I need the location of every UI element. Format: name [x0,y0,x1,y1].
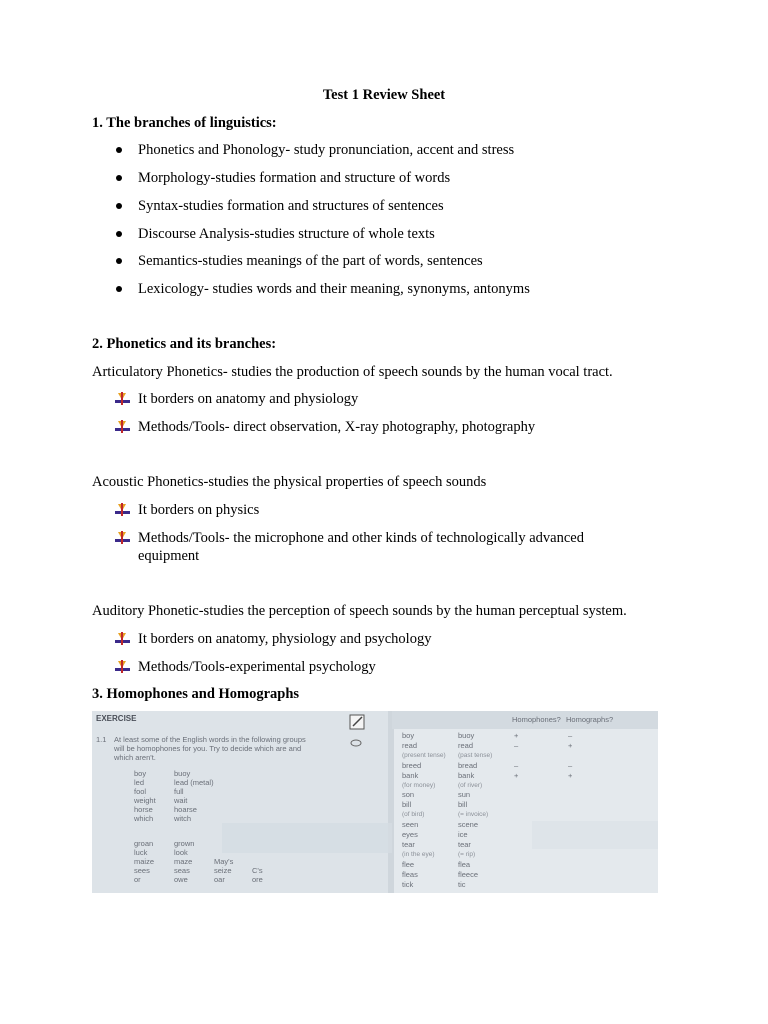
bullet-icon [116,286,122,292]
table-mark: – [514,760,519,770]
list-item: Lexicology- studies words and their meaning, synonyms, antonyms [138,281,530,297]
word: maze [174,857,193,866]
arrow-bullet-icon [115,392,130,405]
table-word: bread [458,760,478,770]
table-word: seen [402,820,419,830]
arrow-bullet-icon [115,531,130,544]
list-item: It borders on anatomy and physiology [138,391,359,407]
table-word: (present tense) [402,751,446,759]
word: or [134,875,141,884]
section2-heading: 2. Phonetics and its branches: [92,336,277,352]
section1-heading: 1. The branches of linguistics: [92,115,277,131]
list-item: Methods/Tools- direct observation, X-ray photography, photography [138,419,536,435]
articulatory-intro: Articulatory Phonetics- studies the production of speech sounds by the human vocal tract. [92,364,613,380]
table-word: bill [402,800,412,810]
page-title: Test 1 Review Sheet [322,87,446,103]
table-word: bill [458,800,468,810]
column-header-homographs: Homographs? [566,715,614,724]
auditory-intro: Auditory Phonetic-studies the perception of speech sounds by the human perceptual system. [92,603,627,619]
table-word: flee [402,859,415,869]
word: grown [174,839,195,848]
word: seize [214,866,232,875]
exercise-number: 1.1 [96,735,107,744]
word: wait [174,796,188,805]
table-word: fleece [458,869,479,879]
bullet-icon [116,203,122,209]
table-word: (for money) [402,781,436,789]
exercise-instruction: At least some of the English words in the following groups [114,735,306,744]
word: owe [174,875,188,884]
word: led [134,778,145,787]
scanned-exercise-image [92,711,658,893]
word: full [174,787,184,796]
word: ore [252,875,263,884]
table-mark: – [514,740,519,750]
table-word: tear [458,839,471,849]
table-word: (past tense) [458,751,493,759]
table-word: fleas [402,869,418,879]
section3-heading: 3. Homophones and Homographs [92,686,300,702]
list-item: It borders on physics [138,502,260,518]
table-mark: – [568,731,573,740]
list-item: Methods/Tools-experimental psychology [138,659,376,675]
table-word: flea [458,859,471,869]
table-word: (= rip) [458,850,476,858]
word: hoarse [174,805,197,814]
table-word: sun [458,790,471,800]
table-mark: – [568,760,573,770]
word: fool [134,787,147,796]
table-word: read [402,740,418,750]
table-word: son [402,790,415,800]
table-word: (of bird) [402,811,425,819]
word: May's [214,857,234,866]
list-item: Methods/Tools- the microphone and other kinds of technologically advanced equipment [138,530,584,564]
exercise-label: EXERCISE [96,714,137,723]
bullet-icon [116,175,122,181]
table-word: buoy [458,731,475,740]
arrow-bullet-icon [115,503,130,516]
word: seas [174,866,190,875]
word: luck [134,848,148,857]
column-header-homophones: Homophones? [512,715,561,724]
table-mark: + [568,770,573,780]
table-word: (in the eye) [402,850,435,858]
table-word: breed [402,760,422,770]
word: sees [134,866,150,875]
table-word: ice [458,830,468,839]
table-word: boy [402,731,415,740]
table-word: (= invoice) [458,811,489,819]
word: maize [134,857,155,866]
table-word: tear [402,839,415,849]
list-item: Phonetics and Phonology- study pronunciation, accent and stress [138,142,515,158]
arrow-bullet-icon [115,660,130,673]
table-mark: + [514,770,519,780]
acoustic-intro: Acoustic Phonetics-studies the physical properties of speech sounds [92,474,487,490]
word: boy [134,769,147,778]
table-mark: + [568,740,573,750]
word: which [134,814,154,823]
word: horse [134,805,153,814]
list-item: Discourse Analysis-studies structure of whole texts [138,226,435,242]
table-word: eyes [402,830,418,839]
table-mark: + [514,731,519,740]
word: weight [134,796,156,805]
list-item: Syntax-studies formation and structures of sentences [138,198,444,214]
table-word: scene [458,820,479,830]
list-item: Semantics-studies meanings of the part of words, sentences [138,253,483,269]
table-word: (of river) [458,781,483,789]
word: oar [214,875,225,884]
word: witch [174,814,192,823]
pencil-icon [350,715,364,729]
arrow-bullet-icon [115,632,130,645]
exercise-instruction: which aren't. [114,753,156,762]
list-item: It borders on anatomy, physiology and psychology [138,631,432,647]
word: C's [252,866,263,875]
table-word: tic [458,879,466,889]
word: lead (metal) [174,778,214,787]
bullet-icon [116,258,122,264]
arrow-bullet-icon [115,420,130,433]
bullet-icon [116,147,122,153]
table-word: tick [402,879,414,889]
word: buoy [174,769,191,778]
table-word: read [458,740,474,750]
table-word: bank [458,770,475,780]
word: look [174,848,188,857]
table-word: bank [402,770,419,780]
word: groan [134,839,154,848]
list-item: Morphology-studies formation and structure of words [138,170,451,186]
bullet-icon [116,231,122,237]
exercise-instruction: will be homophones for you. Try to decide which are and [114,744,302,753]
